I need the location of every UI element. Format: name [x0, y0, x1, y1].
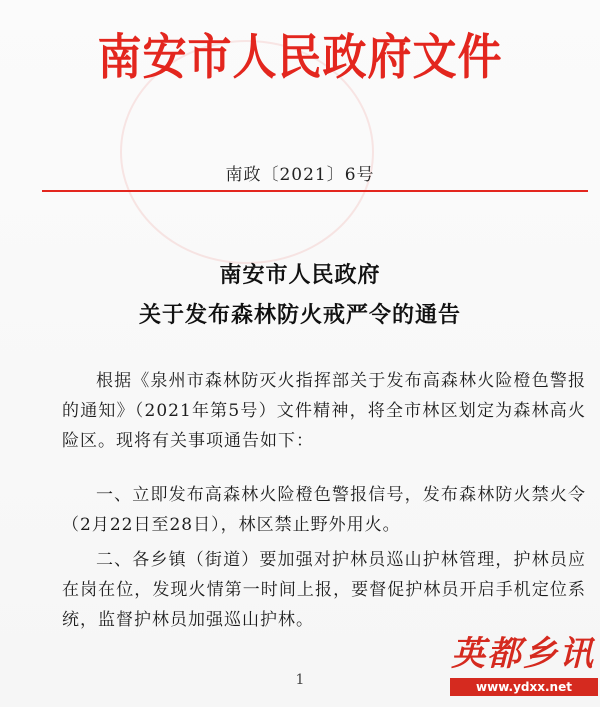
watermark-url: www.ydxx.net — [476, 680, 572, 694]
notice-title-issuer: 南安市人民政府 — [219, 262, 381, 288]
site-watermark — [448, 632, 598, 704]
watermark-brand: 英都乡讯 — [451, 634, 595, 674]
page-number: 1 — [295, 672, 305, 688]
issuer-header-title: 南安市人民政府文件 — [97, 29, 503, 86]
document-number: 南政〔2021〕6号 — [225, 165, 375, 185]
red-separator-line — [42, 190, 588, 192]
body-paragraph-item-1: 一、立即发布高森林火险橙色警报信号，发布森林防火禁火令（2月22日至28日），林区禁止野外用火。 — [62, 485, 586, 535]
notice-title-subject: 关于发布森林防火戒严令的通告 — [138, 302, 461, 328]
body-paragraph-intro: 根据《泉州市森林防灭火指挥部关于发布高森林火险橙色警报的通知》（2021年第5号）文件精神，将全市林区划定为森林高火险区。现将有关事项通告如下： — [62, 371, 586, 451]
body-paragraph-item-2: 二、各乡镇（街道）要加强对护林员巡山护林管理，护林员应在岗在位，发现火情第一时间上报，要督促护林员开启手机定位系统，监督护林员加强巡山护林。 — [62, 550, 586, 630]
